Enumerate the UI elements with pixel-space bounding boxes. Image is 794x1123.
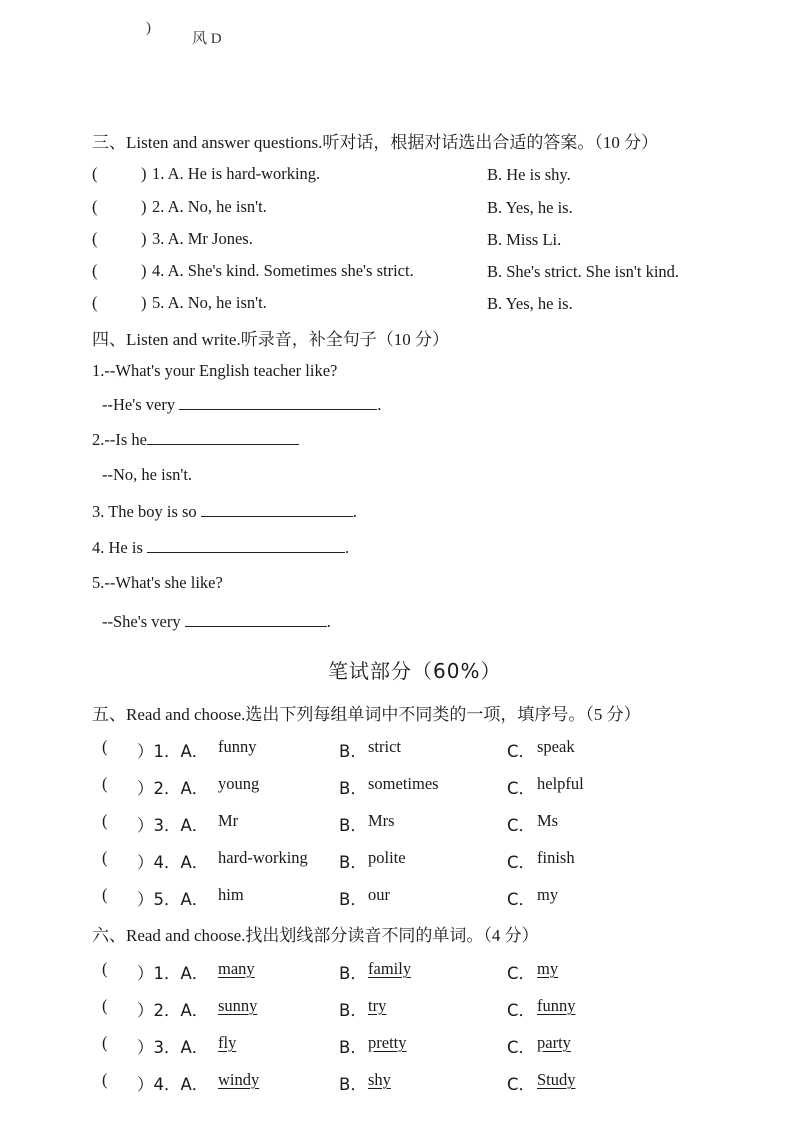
fill-in-line [92, 501, 357, 522]
sentence-text: --He's very [102, 395, 176, 414]
option-c: speak [537, 737, 575, 756]
top-fragment-paren: ) [146, 20, 151, 36]
option-a: hard-working [218, 848, 308, 867]
option-a: 4. A. She's kind. Sometimes she's strict. [152, 261, 414, 280]
section4-heading: 四、Listen and write.听录音，补全句子（10 分） [92, 330, 449, 349]
answer-paren-close: ) [141, 164, 147, 183]
answer-paren[interactable]: ( [102, 996, 108, 1015]
answer-blank[interactable] [185, 611, 327, 627]
sentence-line: 5.--What's she like? [92, 573, 223, 592]
fill-in-line [102, 611, 331, 632]
item-number: ）4．A． [137, 853, 209, 872]
sentence-end: . [345, 538, 350, 557]
answer-paren[interactable]: ( [102, 848, 108, 867]
sentence-line: 1.--What's your English teacher like? [92, 361, 338, 380]
item-number: ）1．A． [137, 964, 209, 983]
answer-blank[interactable] [147, 429, 299, 445]
answer-paren[interactable]: ( [102, 1033, 108, 1052]
option-b: B. He is shy. [487, 165, 571, 184]
option-c: my [537, 885, 559, 904]
option-a: 1. A. He is hard-working. [152, 164, 321, 183]
option-c: funny [537, 996, 576, 1015]
answer-paren[interactable]: ( [102, 885, 108, 904]
sentence-end: . [377, 395, 382, 414]
option-b: try [368, 996, 387, 1015]
answer-paren-close: ) [141, 229, 147, 248]
option-b: our [368, 885, 390, 904]
fill-in-line [102, 394, 381, 415]
option-c-label: C． [507, 1075, 536, 1094]
sentence-text: --She's very [102, 612, 181, 631]
option-b-label: B． [339, 890, 367, 909]
option-b-label: B． [339, 1075, 367, 1094]
item-number: ）3．A． [137, 1038, 209, 1057]
option-b-label: B． [339, 816, 367, 835]
item-number: ）3．A． [137, 816, 209, 835]
answer-paren[interactable]: ( [92, 229, 98, 248]
option-c-label: C． [507, 742, 536, 761]
option-c: my [537, 959, 559, 978]
section3-heading: 三、Listen and answer questions.听对话，根据对话选出合适的答案。（10 分） [92, 133, 659, 152]
option-c-label: C． [507, 1038, 536, 1057]
answer-paren[interactable]: ( [102, 737, 108, 756]
option-b-label: B． [339, 779, 367, 798]
sentence-end: . [352, 502, 357, 521]
answer-blank[interactable] [201, 501, 353, 517]
answer-paren-close: ) [141, 293, 147, 312]
option-c: party [537, 1033, 571, 1052]
option-b: sometimes [368, 774, 439, 793]
sentence-text: 4. He is [92, 538, 143, 557]
option-c-label: C． [507, 779, 536, 798]
answer-blank[interactable] [147, 537, 345, 553]
answer-paren[interactable]: ( [102, 811, 108, 830]
option-b: B. Yes, he is. [487, 294, 573, 313]
item-number: ）1．A． [137, 742, 209, 761]
written-part-title: 笔试部分（60%） [328, 659, 502, 683]
option-b-label: B． [339, 853, 367, 872]
option-a: young [218, 774, 260, 793]
answer-paren-close: ) [141, 197, 147, 216]
answer-blank[interactable] [179, 394, 377, 410]
option-b: family [368, 959, 412, 978]
item-number: ）5．A． [137, 890, 209, 909]
option-b: polite [368, 848, 406, 867]
option-a: 2. A. No, he isn't. [152, 197, 267, 216]
option-c-label: C． [507, 964, 536, 983]
option-b: Mrs [368, 811, 395, 830]
answer-paren[interactable]: ( [92, 164, 98, 183]
option-b-label: B． [339, 1038, 367, 1057]
option-a: 5. A. No, he isn't. [152, 293, 267, 312]
option-b: shy [368, 1070, 391, 1089]
answer-paren[interactable]: ( [92, 197, 98, 216]
sentence-line: --No, he isn't. [102, 465, 193, 484]
item-number: ）4．A． [137, 1075, 209, 1094]
option-c: finish [537, 848, 575, 867]
option-a: many [218, 959, 255, 978]
option-a: funny [218, 737, 257, 756]
option-c-label: C． [507, 816, 536, 835]
section6-heading: 六、Read and choose.找出划线部分读音不同的单词。（4 分） [92, 926, 539, 945]
fill-in-line [92, 537, 349, 558]
sentence-end: . [326, 612, 331, 631]
option-c-label: C． [507, 853, 536, 872]
option-b-label: B． [339, 964, 367, 983]
fill-in-line [92, 429, 299, 450]
option-b: B. Miss Li. [487, 230, 562, 249]
option-b-label: B． [339, 742, 367, 761]
option-a: sunny [218, 996, 258, 1015]
option-c: Ms [537, 811, 559, 830]
section5-heading: 五、Read and choose.选出下列每组单词中不同类的一项，填序号。（5 分） [92, 705, 641, 724]
option-a: Mr [218, 811, 239, 830]
option-a: fly [218, 1033, 237, 1052]
option-a: him [218, 885, 244, 904]
option-c-label: C． [507, 890, 536, 909]
option-c: Study [537, 1070, 576, 1089]
option-b-label: B． [339, 1001, 367, 1020]
option-a: windy [218, 1070, 260, 1089]
option-b: strict [368, 737, 401, 756]
answer-paren[interactable]: ( [102, 774, 108, 793]
sentence-text: 2.--Is he [92, 430, 147, 449]
answer-paren[interactable]: ( [92, 293, 98, 312]
option-c: helpful [537, 774, 584, 793]
option-b: B. Yes, he is. [487, 198, 573, 217]
answer-paren[interactable]: ( [102, 959, 108, 978]
item-number: ）2．A． [137, 779, 209, 798]
option-b: pretty [368, 1033, 407, 1052]
answer-paren-close: ) [141, 261, 147, 280]
option-a: 3. A. Mr Jones. [152, 229, 253, 248]
option-c-label: C． [507, 1001, 536, 1020]
top-fragment-text: 风 D [192, 31, 222, 47]
answer-paren[interactable]: ( [102, 1070, 108, 1089]
option-b: B. She's strict. She isn't kind. [487, 262, 680, 281]
sentence-text: 3. The boy is so [92, 502, 197, 521]
answer-paren[interactable]: ( [92, 261, 98, 280]
item-number: ）2．A． [137, 1001, 209, 1020]
